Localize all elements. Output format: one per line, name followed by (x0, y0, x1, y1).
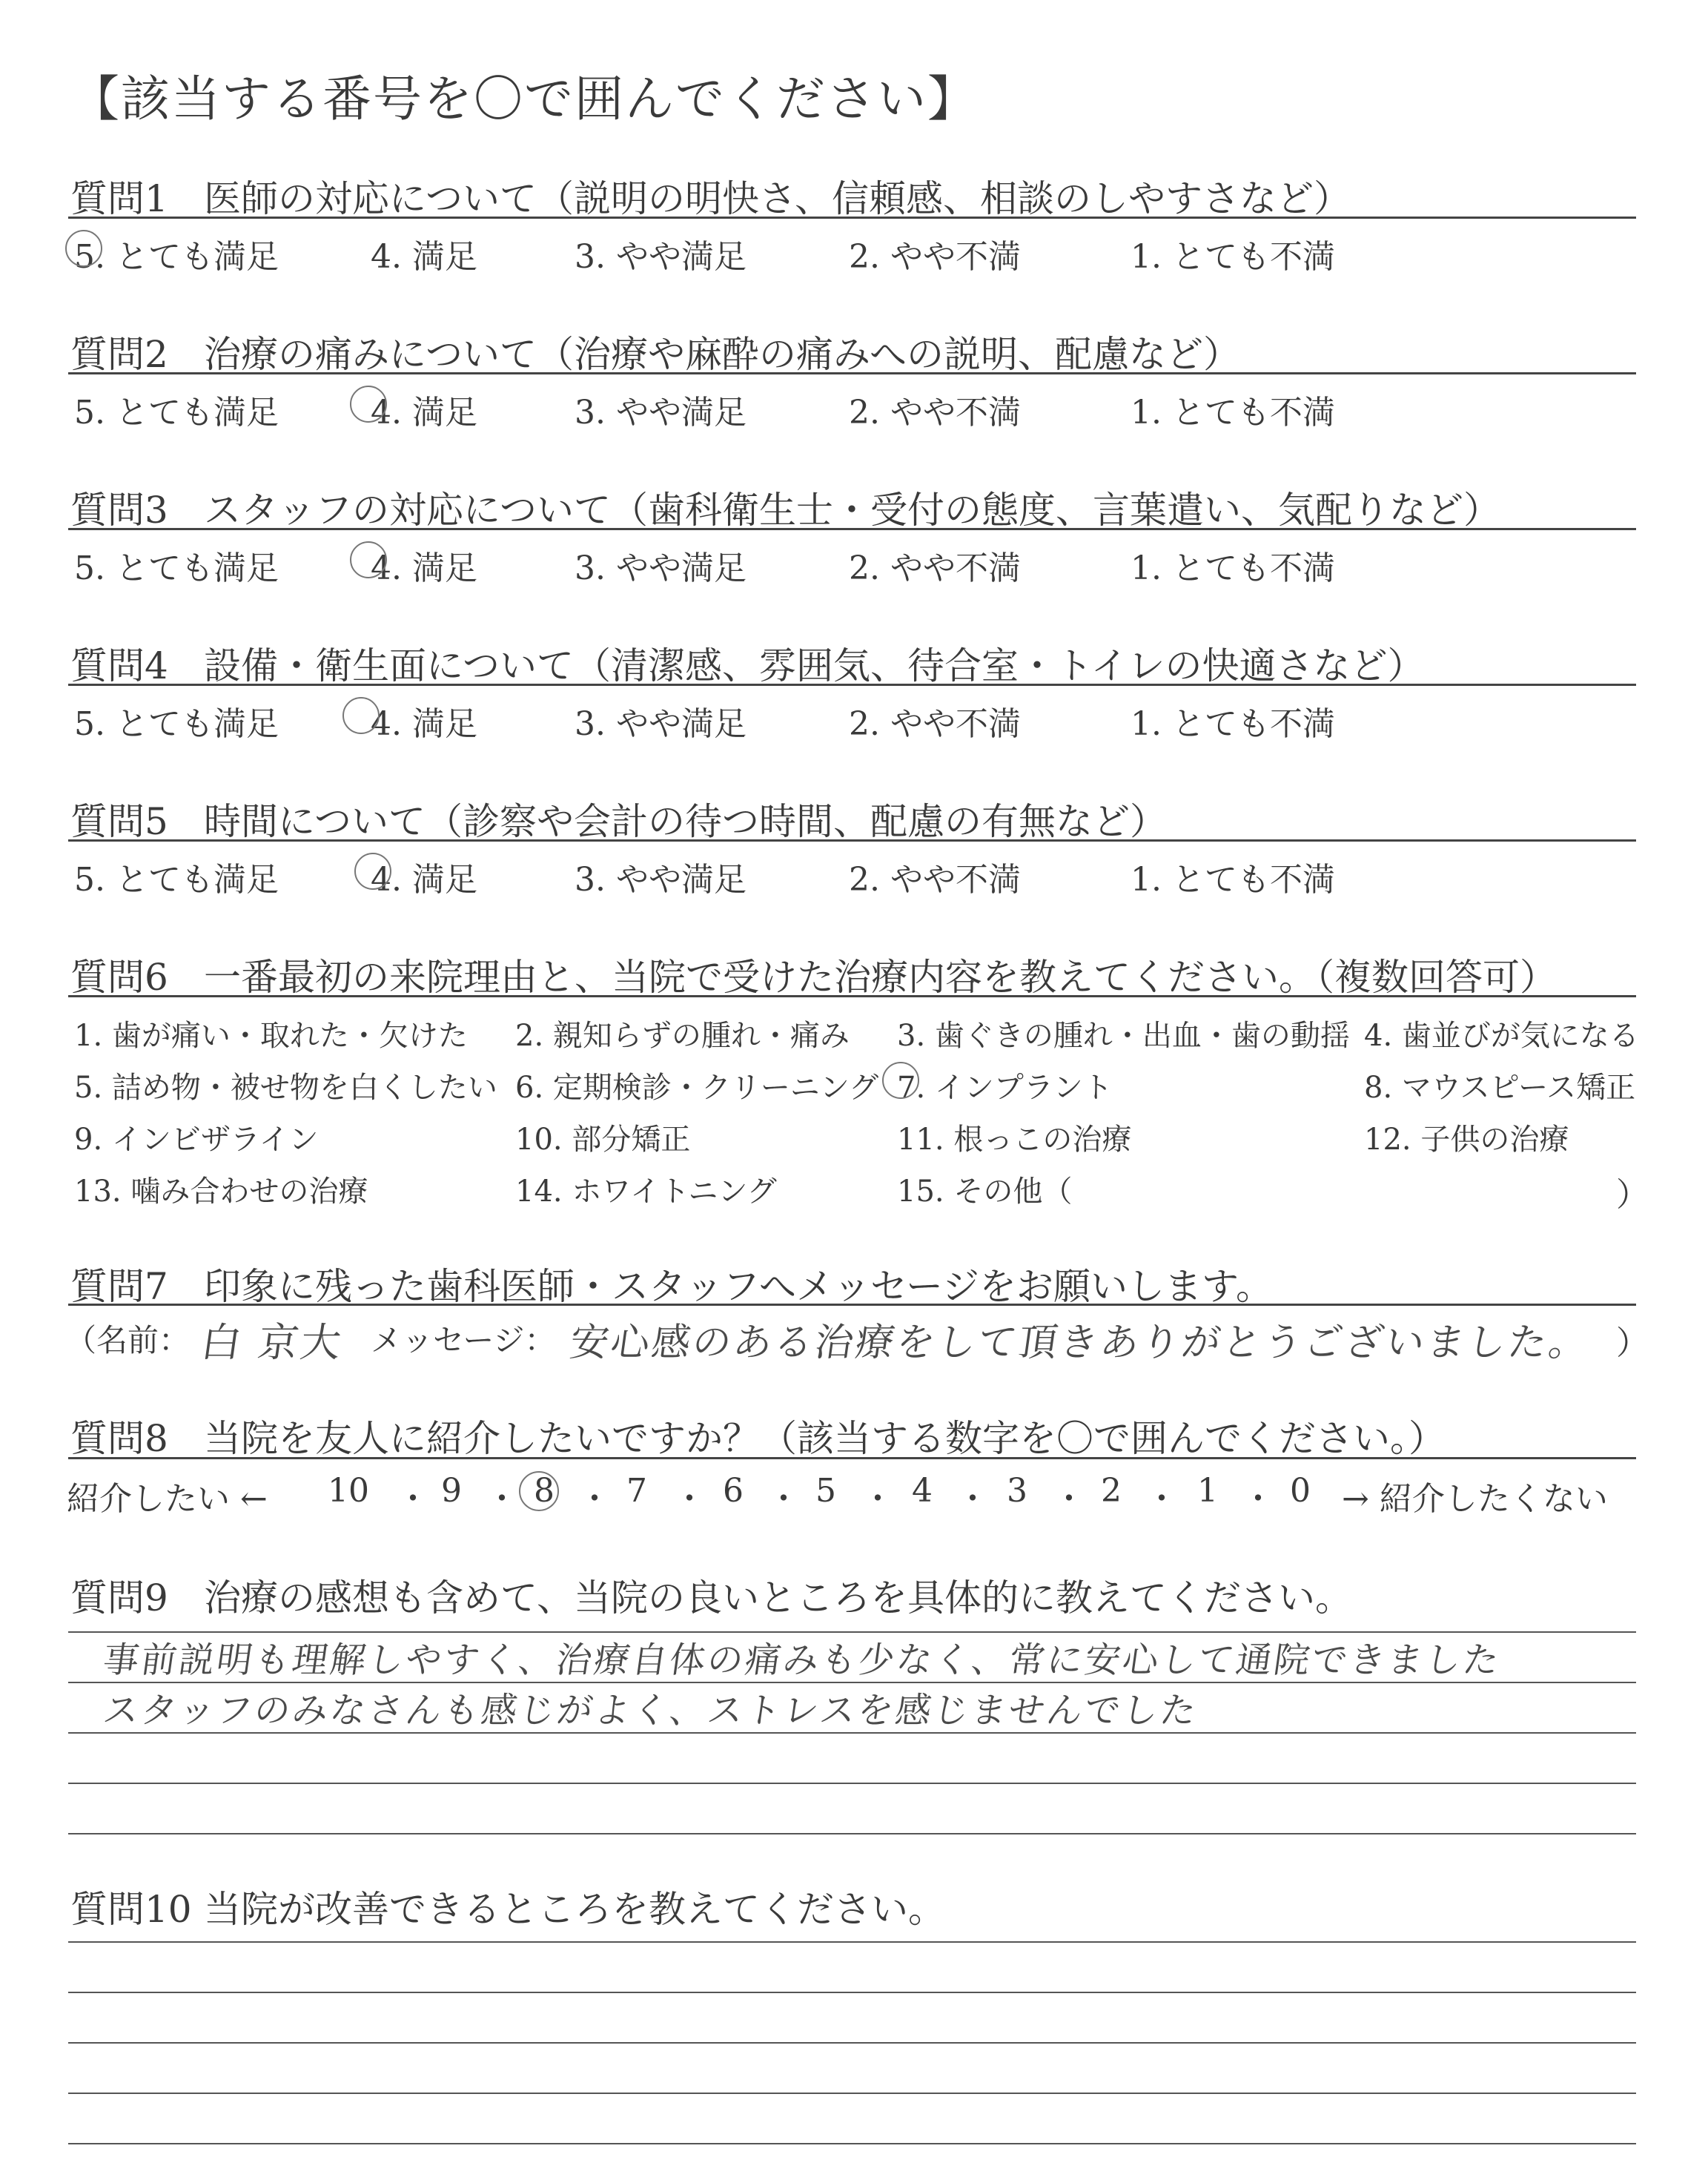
question-6-number: 質問6 (70, 956, 168, 999)
q5-option-2[interactable]: 2. やや不満 (849, 861, 1021, 899)
q6-option-5[interactable]: 5. 詰め物・被せ物を白くしたい (74, 1071, 497, 1105)
q10-line-2 (68, 1992, 1636, 1993)
question-9-number: 質問9 (70, 1576, 168, 1619)
q2-option-1[interactable]: 1. とても不満 (1131, 394, 1335, 432)
q10-line-5 (68, 2143, 1636, 2144)
q3-option-4[interactable]: 4. 満足 (371, 549, 477, 587)
question-4-number: 質問4 (70, 644, 168, 687)
scale-value-1[interactable]: 1 (1197, 1472, 1218, 1510)
q1-option-5[interactable]: 5. とても満足 (74, 238, 279, 276)
question-7-rule (68, 1304, 1636, 1306)
scale-value-6[interactable]: 6 (723, 1472, 744, 1510)
scale-value-7[interactable]: 7 (626, 1472, 647, 1510)
scale-value-3[interactable]: 3 (1007, 1472, 1027, 1510)
q2-option-3[interactable]: 3. やや満足 (575, 394, 747, 432)
q6-option-11[interactable]: 11. 根っこの治療 (897, 1123, 1132, 1157)
q1-selection-circle (65, 230, 102, 267)
q6-option-7[interactable]: 7. インプラント (897, 1071, 1113, 1105)
scale-value-8[interactable]: 8 (534, 1472, 555, 1510)
q3-option-2[interactable]: 2. やや不満 (849, 549, 1021, 587)
question-1 (70, 169, 1635, 222)
q4-option-1[interactable]: 1. とても不満 (1131, 705, 1335, 743)
q9-line-5 (68, 1833, 1636, 1834)
q9-answer-line-2[interactable]: スタッフのみなさんも感じがよく、ストレスを感じませんでした (100, 1690, 1201, 1731)
q3-selection-circle (350, 541, 387, 578)
q7-name-value[interactable]: 白 京大 (198, 1319, 347, 1366)
question-6-rule (68, 995, 1636, 997)
question-1-rule (68, 217, 1636, 219)
scale-value-2[interactable]: 2 (1101, 1472, 1122, 1510)
q6-option-10[interactable]: 10. 部分矯正 (515, 1123, 691, 1157)
q1-option-4[interactable]: 4. 満足 (371, 238, 477, 276)
q6-option-14[interactable]: 14. ホワイトニング (515, 1175, 777, 1209)
q6-option-3[interactable]: 3. 歯ぐきの腫れ・出血・歯の動揺 (897, 1019, 1350, 1053)
question-5-number: 質問5 (70, 800, 168, 843)
scale-value-0[interactable]: 0 (1290, 1472, 1311, 1510)
scale-right-label: → 紹介したくない (1342, 1480, 1608, 1518)
q6-option-1[interactable]: 1. 歯が痛い・取れた・欠けた (74, 1019, 468, 1053)
instruction-header: 【該当する番号を〇で囲んでください】 (70, 70, 978, 128)
q3-option-5[interactable]: 5. とても満足 (74, 549, 279, 587)
q4-selection-circle (342, 697, 380, 734)
scale-value-5[interactable]: 5 (815, 1472, 836, 1510)
q7-message-value[interactable]: 安心感のある治療をして頂きありがとうございました。 (567, 1321, 1593, 1365)
scale-dot: ・ (578, 1480, 611, 1518)
question-2 (70, 325, 1635, 378)
scale-dot: ・ (767, 1480, 800, 1518)
q5-option-5[interactable]: 5. とても満足 (74, 861, 279, 899)
scale-dot: ・ (673, 1480, 706, 1518)
question-4-rule (68, 684, 1636, 686)
q6-selection-circle (882, 1062, 919, 1099)
scale-dot: ・ (1242, 1480, 1274, 1518)
scale-dot: ・ (397, 1480, 429, 1518)
question-9-text: 治療の感想も含めて、当院の良いところを具体的に教えてください。 (204, 1576, 1352, 1619)
q10-line-3 (68, 2042, 1636, 2044)
q6-option-15[interactable]: 15. その他（ (897, 1175, 1073, 1209)
q9-answer-line-1[interactable]: 事前説明も理解しやすく、治療自体の痛みも少なく、常に安心して通院できました (100, 1639, 1504, 1681)
question-2-number: 質問2 (70, 333, 168, 376)
q6-option-6[interactable]: 6. 定期検診・クリーニング (515, 1071, 879, 1105)
question-3-number: 質問3 (70, 489, 168, 532)
q7-message-label: メッセージ： (371, 1322, 556, 1358)
q4-option-3[interactable]: 3. やや満足 (575, 705, 747, 743)
q5-selection-circle (354, 853, 391, 890)
q5-option-3[interactable]: 3. やや満足 (575, 861, 747, 899)
question-5 (70, 792, 1635, 845)
question-7-text: 印象に残った歯科医師・スタッフへメッセージをお願いします。 (204, 1265, 1273, 1308)
q6-option-4[interactable]: 4. 歯並びが気になる (1364, 1019, 1639, 1053)
q3-option-3[interactable]: 3. やや満足 (575, 549, 747, 587)
q6-option-9[interactable]: 9. インビザライン (74, 1123, 319, 1157)
question-2-text: 治療の痛みについて（治療や麻酔の痛みへの説明、配慮など） (204, 333, 1240, 376)
question-1-number: 質問1 (70, 177, 168, 220)
question-10-text: 当院が改善できるところを教えてください。 (204, 1888, 945, 1931)
q4-option-2[interactable]: 2. やや不満 (849, 705, 1021, 743)
question-8-rule (68, 1457, 1636, 1459)
q9-line-3 (68, 1732, 1636, 1734)
scale-value-9[interactable]: 9 (441, 1472, 462, 1510)
scale-dot: ・ (1053, 1480, 1085, 1518)
scale-dot: ・ (956, 1480, 989, 1518)
question-10-number: 質問10 (70, 1888, 192, 1931)
q2-option-2[interactable]: 2. やや不満 (849, 394, 1021, 432)
scale-dot: ・ (486, 1480, 518, 1518)
question-7-number: 質問7 (70, 1265, 168, 1308)
q2-option-5[interactable]: 5. とても満足 (74, 394, 279, 432)
q5-option-4[interactable]: 4. 満足 (371, 861, 477, 899)
q4-option-4[interactable]: 4. 満足 (371, 705, 477, 743)
question-9 (70, 1568, 1635, 1622)
question-8 (70, 1409, 1635, 1462)
question-8-number: 質問8 (70, 1417, 168, 1460)
q3-option-1[interactable]: 1. とても不満 (1131, 549, 1335, 587)
scale-value-10[interactable]: 10 (328, 1472, 369, 1510)
q1-option-2[interactable]: 2. やや不満 (849, 238, 1021, 276)
question-4-text: 設備・衛生面について（清潔感、雰囲気、待合室・トイレの快適さなど） (204, 644, 1425, 687)
question-1-text: 医師の対応について（説明の明快さ、信頼感、相談のしやすさなど） (204, 177, 1351, 220)
q2-option-4[interactable]: 4. 満足 (371, 394, 477, 432)
q9-line-4 (68, 1783, 1636, 1784)
question-3-text: スタッフの対応について（歯科衛生士・受付の態度、言葉遣い、気配りなど） (204, 489, 1500, 532)
q2-selection-circle (350, 386, 387, 423)
q5-option-1[interactable]: 1. とても不満 (1131, 861, 1335, 899)
question-6 (70, 948, 1635, 1001)
q1-option-3[interactable]: 3. やや満足 (575, 238, 747, 276)
question-5-text: 時間について（診察や会計の待つ時間、配慮の有無など） (204, 800, 1167, 843)
q10-line-4 (68, 2093, 1636, 2094)
question-3 (70, 480, 1635, 534)
scale-value-4[interactable]: 4 (912, 1472, 933, 1510)
question-6-text: 一番最初の来院理由と、当院で受けた治療内容を教えてください。（複数回答可） (204, 956, 1557, 999)
question-7 (70, 1257, 1635, 1310)
q8-selection-circle (519, 1471, 559, 1511)
q10-line-1 (68, 1941, 1636, 1943)
question-4 (70, 636, 1635, 690)
question-5-rule (68, 839, 1636, 842)
q6-other-close-paren: ） (1616, 1176, 1649, 1214)
question-8-text: 当院を友人に紹介したいですか？（該当する数字を〇で囲んでください。） (204, 1417, 1446, 1460)
q7-close-paren: ） (1616, 1324, 1649, 1362)
question-10 (70, 1880, 1635, 1933)
q6-option-2[interactable]: 2. 親知らずの腫れ・痛み (515, 1019, 850, 1053)
q1-option-1[interactable]: 1. とても不満 (1131, 238, 1335, 276)
q7-name-label: （名前： (65, 1322, 191, 1358)
question-3-rule (68, 528, 1636, 530)
q4-option-5[interactable]: 5. とても満足 (74, 705, 279, 743)
q6-option-12[interactable]: 12. 子供の治療 (1364, 1123, 1569, 1157)
scale-left-label: 紹介したい ← (67, 1480, 268, 1518)
q6-option-13[interactable]: 13. 噛み合わせの治療 (74, 1175, 368, 1209)
scale-dot: ・ (1145, 1480, 1178, 1518)
scale-dot: ・ (861, 1480, 894, 1518)
question-2-rule (68, 372, 1636, 374)
q6-option-8[interactable]: 8. マウスピース矯正 (1364, 1071, 1636, 1105)
